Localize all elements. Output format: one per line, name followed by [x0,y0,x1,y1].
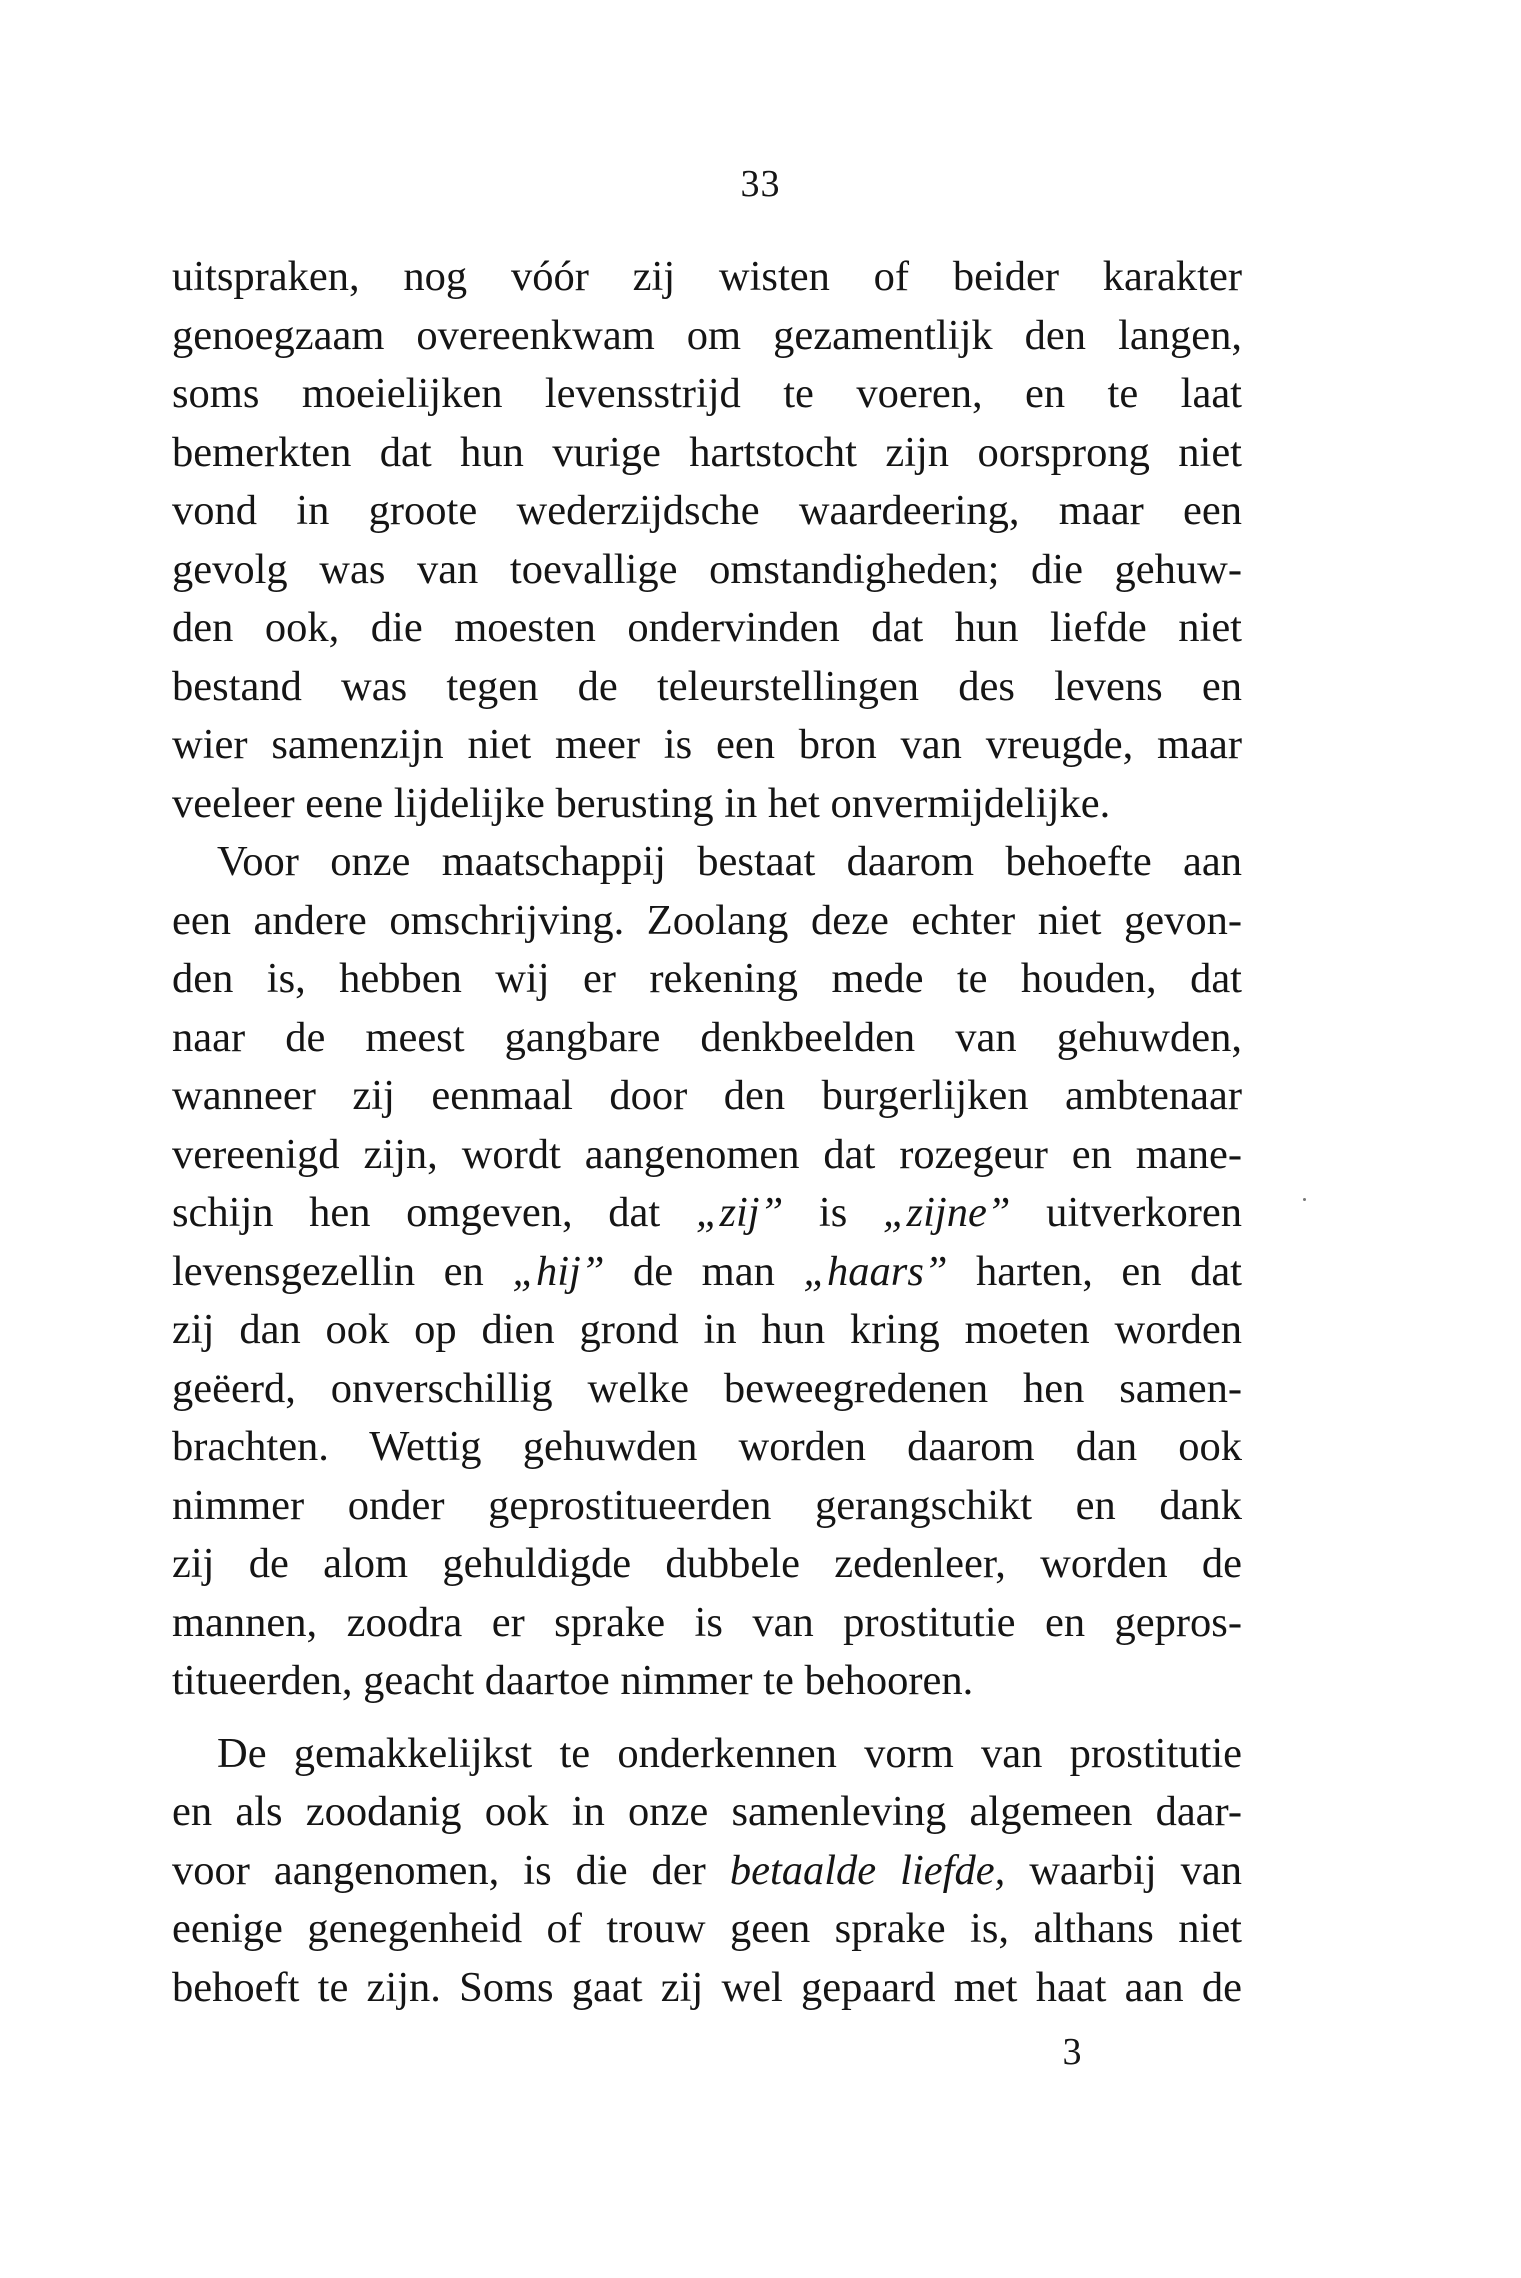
italic-term: „hij” [512,1247,605,1295]
text-line: den is, hebben wij er rekening mede te houden, dat [172,955,1242,1002]
italic-term: „haars” [803,1247,948,1295]
text-line: brachten. Wettig gehuwden worden daarom dan ook [172,1423,1242,1470]
line-segment: levensgezellin en [172,1247,513,1295]
body-text [172,248,1242,2017]
text-line: een andere omschrijving. Zoolang deze echter niet gevon- [172,896,1242,944]
line-segment: waarbij van [1005,1846,1243,1894]
line-segment: de man [604,1247,804,1295]
signature-mark: 3 [1062,2031,1082,2073]
text-line: gevolg was van toevallige omstandigheden; die gehuw- [172,545,1242,593]
ink-speck [1303,1198,1306,1201]
italic-term: betaalde liefde, [729,1846,1006,1894]
text-line: wier samenzijn niet meer is een bron van vreugde, maar [172,721,1242,768]
italic-term: „zijne” [882,1189,1011,1236]
line-segment: schijn hen omgeven, dat [172,1189,696,1236]
text-line: eenige genegenheid of trouw geen sprake is, althans niet [172,1905,1242,1952]
text-line: wanneer zij eenmaal door den burgerlijken ambtenaar [172,1072,1242,1119]
text-line-with-italics [172,1184,1242,1243]
text-line: bemerkten dat hun vurige hartstocht zijn oorsprong niet [172,428,1242,476]
text-line-with-italics [172,1243,1242,1302]
text-line: den ook, die moesten ondervinden dat hun liefde niet [172,604,1242,651]
text-line: zij dan ook op dien grond in hun kring moeten worden [172,1306,1242,1353]
italic-term: „zij” [695,1189,784,1236]
text-line: veeleer eene lijdelijke berusting in het onvermijdelijke. [172,779,1111,827]
text-line: zij de alom gehuldigde dubbele zedenleer, worden de [172,1540,1242,1587]
line-segment: uitverkoren [1010,1189,1242,1236]
text-line: naar de meest gangbare denkbeelden van gehuwden, [172,1013,1242,1061]
text-line: vereenigd zijn, wordt aangenomen dat rozegeur en mane- [172,1130,1242,1178]
paragraph-gap [172,1711,1242,1725]
text-line: vond in groote wederzijdsche waardeering, maar een [172,487,1242,534]
text-line: bestand was tegen de teleurstellingen des levens en [172,662,1242,710]
text-line: geëerd, onverschillig welke beweegredenen hen samen- [172,1364,1242,1412]
line-segment: is [783,1189,883,1236]
text-line: genoegzaam overeenkwam om gezamentlijk den langen, [172,311,1242,359]
text-line: titueerden, geacht daartoe nimmer te behooren. [172,1657,974,1704]
line-segment: harten, en dat [947,1247,1242,1295]
text-line: nimmer onder geprostitueerden gerangschikt en dank [172,1481,1242,1529]
text-line: Voor onze maatschappij bestaat daarom behoefte aan [217,838,1242,885]
page-number: 33 [740,163,781,205]
text-line: De gemakkelijkst te onderkennen vorm van prostitutie [217,1729,1242,1777]
text-line: en als zoodanig ook in onze samenleving algemeen daar- [172,1788,1242,1835]
line-segment: voor aangenomen, is die der [172,1846,730,1894]
text-line: mannen, zoodra er sprake is van prostitutie en gepros- [172,1598,1242,1646]
text-line: soms moeielijken levensstrijd te voeren, en te laat [172,370,1242,417]
text-line-with-italics [172,1842,1242,1901]
text-line: uitspraken, nog vóór zij wisten of beider karakter [172,253,1242,300]
text-line: behoeft te zijn. Soms gaat zij wel gepaard met haat aan de [172,1963,1242,2011]
